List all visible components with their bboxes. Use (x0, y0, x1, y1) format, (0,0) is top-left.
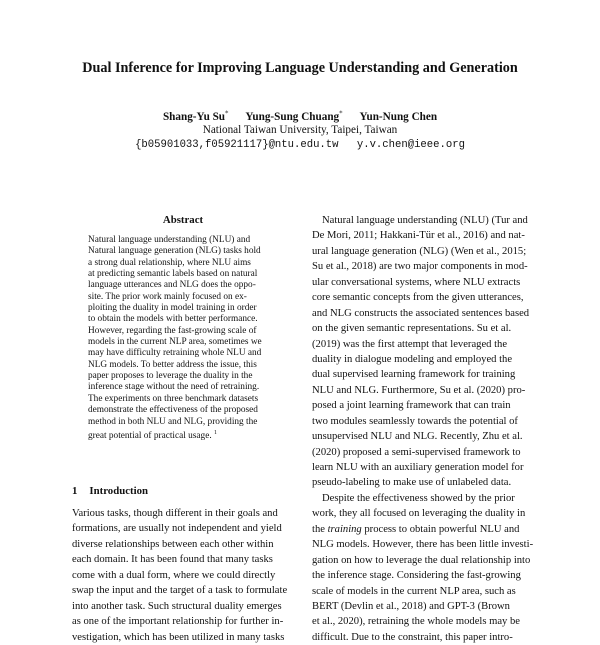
abstract-line: Natural language understanding (NLU) and (88, 235, 251, 245)
abstract-line: may have difficulty retraining whole NLU and (88, 348, 262, 359)
body-line: work, they all focused on leveraging the duality in (312, 508, 526, 520)
author: Yung-Sung Chuang* (245, 109, 343, 123)
body-line: (2020) proposed a semi-supervised framework to (312, 446, 521, 458)
abstract-line: NLG models. To better address the issue, this (88, 359, 257, 370)
abstract-line: to obtain the models with better performance. (88, 314, 258, 325)
body-line: posed a joint learning framework that can train (312, 400, 511, 412)
body-line: core semantic concepts from the given utterances, (312, 292, 524, 304)
abstract-line: at predicting semantic labels based on natural (88, 269, 258, 280)
body-line: and NLG constructs the associated sentences based (312, 307, 530, 319)
intro-line: into another task. Such structural duality emerges (72, 600, 282, 612)
abstract-body (88, 235, 288, 439)
body-line: unsupervised NLU and NLG. Recently, Zhu et al. (312, 431, 523, 443)
body-line: learn NLU with an auxiliary generation model for (312, 462, 524, 473)
abstract-line-last: great potential of practical usage. $^1$ (88, 429, 217, 441)
body-line: ural language generation (NLG) (Wen et al., 2015; (312, 245, 527, 257)
body-line: et al., 2020), retraining the whole models may be (312, 616, 520, 628)
author-list (0, 109, 600, 123)
body-line: NLG models. However, there has been little investi- (312, 539, 534, 551)
section-heading (72, 485, 148, 497)
abstract-line: a strong dual relationship, where NLU aims (88, 257, 251, 268)
abstract-line: language utterances and NLG does the oppo- (88, 280, 256, 291)
abstract-line: site. The prior work mainly focused on ex- (88, 291, 247, 302)
intro-line: as one of the important relationship for further in- (72, 616, 284, 628)
intro-line: come with a dual form, where we could directly (72, 569, 276, 581)
paper-title: Dual Inference for Improving Language Understanding and Generation (82, 60, 518, 76)
intro-line: diverse relationships between each other within (72, 538, 274, 550)
body-line: the inference stage. Considering the fast-growing (312, 570, 521, 582)
intro-line: swap the input and the target of a task to formulate (72, 585, 288, 597)
body-line: BERT (Devlin et al., 2018) and GPT-3 (Brown (312, 600, 510, 612)
body-line-italic: the training process to obtain powerful NLU and (312, 523, 520, 535)
email: {b05901033,f05921117}@ntu.edu.tw (135, 139, 339, 151)
abstract-line: Natural language generation (NLG) tasks hold (88, 246, 261, 257)
body-line: two modules seamlessly towards the potential of (312, 415, 518, 427)
intro-line: formations, are usually not independent and yield (72, 523, 282, 535)
email: y.v.chen@ieee.org (356, 139, 465, 151)
abstract-line: paper proposes to leverage the duality in the (88, 371, 253, 382)
abstract-line: inference stage without the need of retraining. (88, 382, 260, 393)
body-line: De Mori, 2011; Hakkani-Tür et al., 2016) and nat- (312, 230, 525, 242)
body-line: scale of models in the current NLP area, such as (312, 585, 516, 597)
body-line: Natural language understanding (NLU) (Tur and (322, 215, 528, 226)
body-line: Despite the effectiveness showed by the prior (322, 492, 515, 504)
section-title: Introduction (89, 485, 149, 497)
footnote-mark: 1 (213, 429, 217, 436)
intro-line: each domain. It has been found that many tasks (72, 554, 273, 566)
abstract-line: models in the current NLP area, sometimes we (88, 337, 262, 348)
abstract-line: However, regarding the fast-growing scale of (88, 325, 257, 336)
abstract-line: ploiting the duality in model training in order (88, 303, 257, 314)
body-line: ular conversational systems, where NLU extracts (312, 276, 521, 288)
body-line: Su et al., 2018) are two major components in mod- (312, 261, 528, 273)
intro-line: vestigation, which has been utilized in many tasks (72, 631, 285, 643)
abstract-line: method in both NLU and NLG, providing the (88, 416, 258, 427)
body-line: on the given semantic representations. Su et al. (312, 323, 512, 335)
email-list (0, 139, 600, 151)
emphasis: training (327, 523, 362, 535)
affiliation: National Taiwan University, Taipei, Taiwan (202, 124, 398, 136)
introduction-body (72, 506, 298, 645)
right-column-body (312, 213, 532, 645)
body-line: (2019) was the first attempt that leveraged the (312, 338, 508, 350)
body-line: duality in dialogue modeling and employed the (312, 353, 513, 365)
body-line: gation on how to leverage the dual relationship into (312, 554, 531, 566)
author: Yun-Nung Chen (359, 110, 438, 123)
body-line: NLU and NLG. Furthermore, Su et al. (2020) pro- (312, 384, 526, 396)
abstract-line: The experiments on three benchmark datasets (88, 393, 259, 404)
author: Shang-Yu Su* (162, 109, 229, 123)
body-line: pseudo-labeling to make use of unlabeled data. (312, 477, 512, 489)
abstract-heading: Abstract (162, 214, 204, 226)
body-line: dual supervised learning framework for training (312, 369, 516, 381)
body-line: difficult. Due to the constraint, this paper intro- (312, 631, 513, 643)
intro-line: Various tasks, though different in their goals and (72, 508, 278, 519)
abstract-line: demonstrate the effectiveness of the proposed (88, 405, 258, 416)
section-number: 1 (72, 485, 78, 497)
